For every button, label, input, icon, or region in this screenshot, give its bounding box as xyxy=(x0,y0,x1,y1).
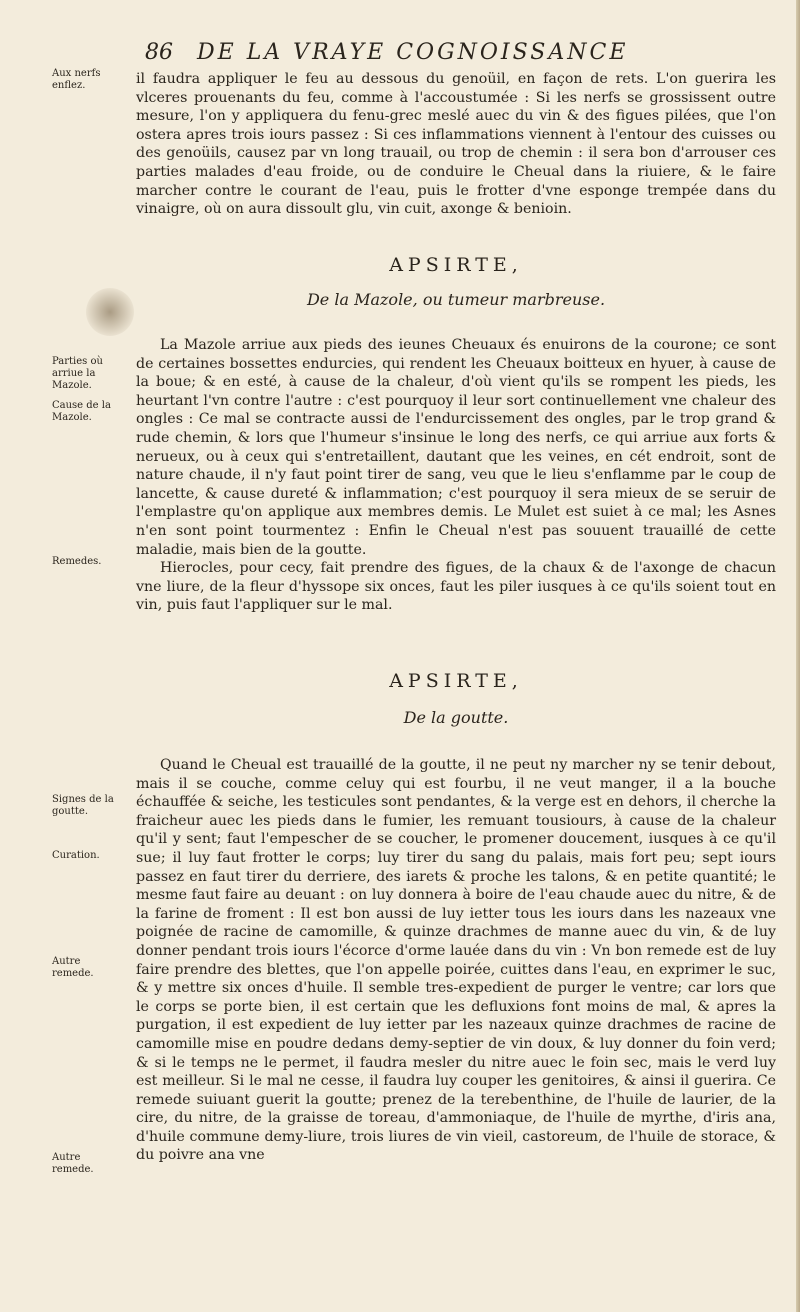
margin-note-nerfs: Aux nerfs enflez. xyxy=(52,68,101,91)
margin-note-autre-remede-2: Autre remede. xyxy=(52,1152,94,1175)
section-subtitle: De la goutte. xyxy=(403,708,509,727)
margin-note-cause: Cause de la Mazole. xyxy=(52,400,111,423)
paragraph: Hierocles, pour cecy, fait prendre des figues, de la chaux & de l'axonge de chacun vne liure, de la fleur d'hyssope six onces, faut les piler iusques à ce qu'ils soient tout en vin, puis faut l'appliquer sur le mal. xyxy=(136,560,776,614)
section-subtitle-1 xyxy=(136,290,776,309)
margin-note-signes: Signes de la goutte. xyxy=(52,794,114,817)
paragraph: il faudra appliquer le feu au dessous du genoüil, en façon de rets. L'on guerira les vlceres prouenants du feu, comme à l'accoustumée : Si les nerfs se grossissent outre mesure, l'on y appliquera du fenu-grec meslé auec du vin & des figues pilées, que l'on ostera apres trois iours passez : Si ces inflammations viennent à l'entour des cuisses ou des genoüils, causez par vn long trauail, ou trop de chemin : il sera bon d'arrouser ces parties malades d'eau froide, ou de conduire le Cheual dans la riuiere, & le faire marcher contre le courant de l'eau, puis le frotter d'vne esponge trempée dans du vinaigre, où on aura dissoult glu, vin cuit, axonge & benioin. xyxy=(136,71,776,218)
section-heading-2 xyxy=(136,670,776,692)
paragraph: Quand le Cheual est trauaillé de la goutte, il ne peut ny marcher ny se tenir debout, mais il se couche, comme celuy qui est fourbu, il ne veut manger, il a la bouche échauffée & seiche, les testicules sont pendantes, & la verge est en dehors, il cherche la fraicheur auec les pieds dans le fumier, les remuant tousiours, à cause de la chaleur qu'il y sent; faut l'empescher de se coucher, le promener doucement, iusques à ce qu'il sue; il luy faut frotter le corps; luy tirer du sang du palais, mais fort peu; sept iours passez en faut tirer du derriere, des iarets & proche les talons, & en petite quantité; le mesme faut faire au deuant : on luy donnera à boire de l'eau chaude auec du nitre, & de la farine de froment : Il est bon aussi de luy ietter tous les iours dans les nazeaux vne poignée de racine de camomille, & quinze drachmes de manne auec du vin, & de luy donner pendant trois iours l'écorce d'orme lauée dans du vin : Vn bon remede est de luy faire prendre des blettes, que l'on appelle poirée, cuittes dans l'eau, en exprimer le suc, & y mettre six onces d'huile. Il semble tres-expedient de purger le ventre; car lors que le corps se porte bien, il est certain que les defluxions font moins de mal, & apres la purgation, il est expedient de luy ietter par les nazeaux quinze drachmes de racine de camomille mise en poudre dedans demy-septier de vin doux, & luy donner du foin verd; & si le temps ne le permet, il faudra mesler du nitre auec le foin sec, mais le verd luy est meilleur. Si le mal ne cesse, il faudra luy couper les genitoires, & ainsi il guerira. Ce remede suiuant guerit la goutte; prenez de la terebenthine, de l'huile de laurier, de la cire, du nitre, de la graisse de toreau, d'ammoniaque, de l'huile de myrthe, d'iris ana, d'huile commune demy-liure, trois liures de vin vieil, castoreum, de l'huile de storace, & du poivre ana vne xyxy=(136,757,776,1164)
running-title: DE LA VRAYE COGNOISSANCE xyxy=(197,40,629,65)
section-title: APSIRTE, xyxy=(389,670,523,692)
page-number: 86 xyxy=(145,40,173,65)
section-title: APSIRTE, xyxy=(389,254,523,276)
paragraph: La Mazole arriue aux pieds des ieunes Cheuaux és enuirons de la courone; ce sont de certaines bossettes endurcies, qui rendent les Cheuaux boitteux en hyuer, à cause de la boue; & en esté, à cause de la chaleur, d'où vient qu'ils se rompent les pieds, les heurtant l'vn contre l'autre : c'est pourquoy il leur sort continuellement vne chaleur des ongles : Ce mal se contracte aussi de l'endurcissement des ongles, par le trop grand & rude chemin, & lors que l'humeur s'insinue le long des nerfs, ce qui arriue aux forts & nerueux, ou à ceux qui s'entretaillent, dautant que les veines, en cét endroit, sont de nature chaude, il n'y faut point tirer de sang, veu que le lieu s'enflamme par le coup de lancette, & cause dureté & inflammation; c'est pourquoy il sera mieux de se seruir de l'emplastre qu'on applique aux membres demis. Le Mulet est suiet à ce mal; les Asnes n'en sont point tourmentez : Enfin le Cheual n'est pas souuent trauaillé de cette maladie, mais bien de la goutte. xyxy=(136,337,776,558)
margin-note-curation: Curation. xyxy=(52,850,100,861)
page-edge xyxy=(796,0,800,1312)
section-subtitle: De la Mazole, ou tumeur marbreuse. xyxy=(306,290,606,309)
section-subtitle-2 xyxy=(136,708,776,727)
text-block-1 xyxy=(136,70,776,219)
margin-note-parties: Parties où arriue la Mazole. xyxy=(52,356,103,391)
margin-note-autre-remede-1: Autre remede. xyxy=(52,956,94,979)
text-block-3 xyxy=(136,756,776,1165)
page-header xyxy=(145,40,705,65)
section-heading-1 xyxy=(136,254,776,276)
margin-note-remedes: Remedes. xyxy=(52,556,102,567)
ink-stain xyxy=(86,288,134,336)
text-block-2 xyxy=(136,336,776,615)
